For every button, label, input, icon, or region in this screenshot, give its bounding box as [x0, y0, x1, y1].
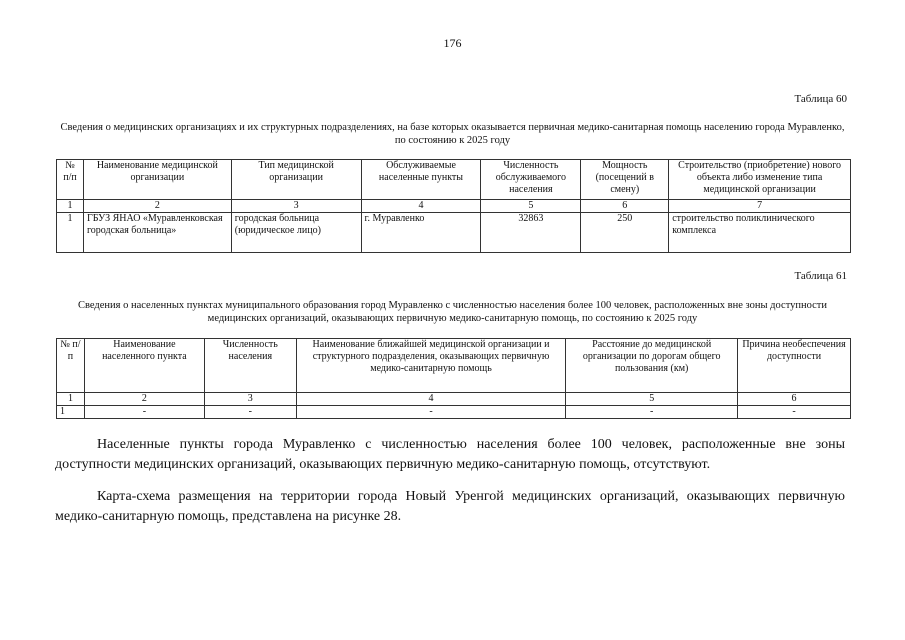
page-number: 176: [443, 36, 462, 50]
header-cell: Строительство (приобретение) нового объекта либо изменение типа медицинской организации: [669, 160, 851, 200]
table-61-label: Таблица 61: [794, 270, 847, 282]
header-cell: № п/п: [57, 339, 85, 393]
column-number: 5: [481, 200, 581, 213]
table-row: [57, 213, 851, 253]
table-cell: 32863: [481, 213, 581, 253]
table-cell: городская больница (юридическое лицо): [231, 213, 361, 253]
paragraph-no-settlements: Населенные пункты города Муравленко с численностью населения более 100 человек, расположенные вне зоны доступности медицинских организаций, оказывающих первичную медико-санитарную помощь, отсутствуют.: [55, 437, 845, 472]
table-header-row: [57, 339, 851, 393]
table-cell: ГБУЗ ЯНАО «Муравленковская городская больница»: [83, 213, 231, 253]
table-row: [57, 406, 851, 419]
header-cell: Наименование населенного пункта: [84, 339, 204, 393]
table-cell: 1: [57, 406, 85, 419]
column-number: 2: [83, 200, 231, 213]
table-60: [56, 159, 851, 253]
column-number: 6: [581, 200, 669, 213]
column-number: 7: [669, 200, 851, 213]
column-number-row: [57, 200, 851, 213]
table-cell: 1: [57, 213, 84, 253]
column-number: 2: [84, 393, 204, 406]
column-number: 4: [296, 393, 566, 406]
column-number: 3: [204, 393, 296, 406]
table-cell: 250: [581, 213, 669, 253]
header-cell: Причина необеспечения доступности: [738, 339, 851, 393]
table-60-caption: Сведения о медицинских организациях и их структурных подразделениях, на базе которых оказывается первичная медико-санитарная помощь населению города Муравленко, по состоянию к 2025 году: [60, 122, 845, 146]
header-cell: Обслуживаемые населенные пункты: [361, 160, 481, 200]
header-cell: Мощность (посещений в смену): [581, 160, 669, 200]
header-cell: Численность обслуживаемого населения: [481, 160, 581, 200]
header-cell: Тип медицинской организации: [231, 160, 361, 200]
column-number: 6: [738, 393, 851, 406]
column-number: 4: [361, 200, 481, 213]
header-cell: № п/п: [57, 160, 84, 200]
header-cell: Численность населения: [204, 339, 296, 393]
column-number: 3: [231, 200, 361, 213]
paragraph-map-reference: Карта-схема размещения на территории города Новый Уренгой медицинских организаций, оказывающих первичную медико-санитарную помощь, представлена на рисунке 28.: [55, 489, 845, 524]
header-cell: Наименование медицинской организации: [83, 160, 231, 200]
table-cell: г. Муравленко: [361, 213, 481, 253]
table-cell: строительство поликлинического комплекса: [669, 213, 851, 253]
table-cell: -: [84, 406, 204, 419]
column-number: 1: [57, 393, 85, 406]
table-61-caption: Сведения о населенных пунктах муниципального образования город Муравленко с численностью населения более 100 человек, расположенных вне зоны доступности медицинских организаций, оказывающих первичную медико-санитарную помощь, по состоянию к 2025 году: [77, 300, 828, 324]
table-cell: -: [566, 406, 738, 419]
table-header-row: [57, 160, 851, 200]
table-cell: -: [204, 406, 296, 419]
header-cell: Расстояние до медицинской организации по дорогам общего пользования (км): [566, 339, 738, 393]
header-cell: Наименование ближайшей медицинской организации и структурного подразделения, оказывающих первичную медико-санитарную помощь: [296, 339, 566, 393]
table-61: [56, 338, 851, 419]
table-cell: -: [738, 406, 851, 419]
table-60-label: Таблица 60: [794, 93, 847, 105]
column-number-row: [57, 393, 851, 406]
column-number: 5: [566, 393, 738, 406]
table-cell: -: [296, 406, 566, 419]
column-number: 1: [57, 200, 84, 213]
